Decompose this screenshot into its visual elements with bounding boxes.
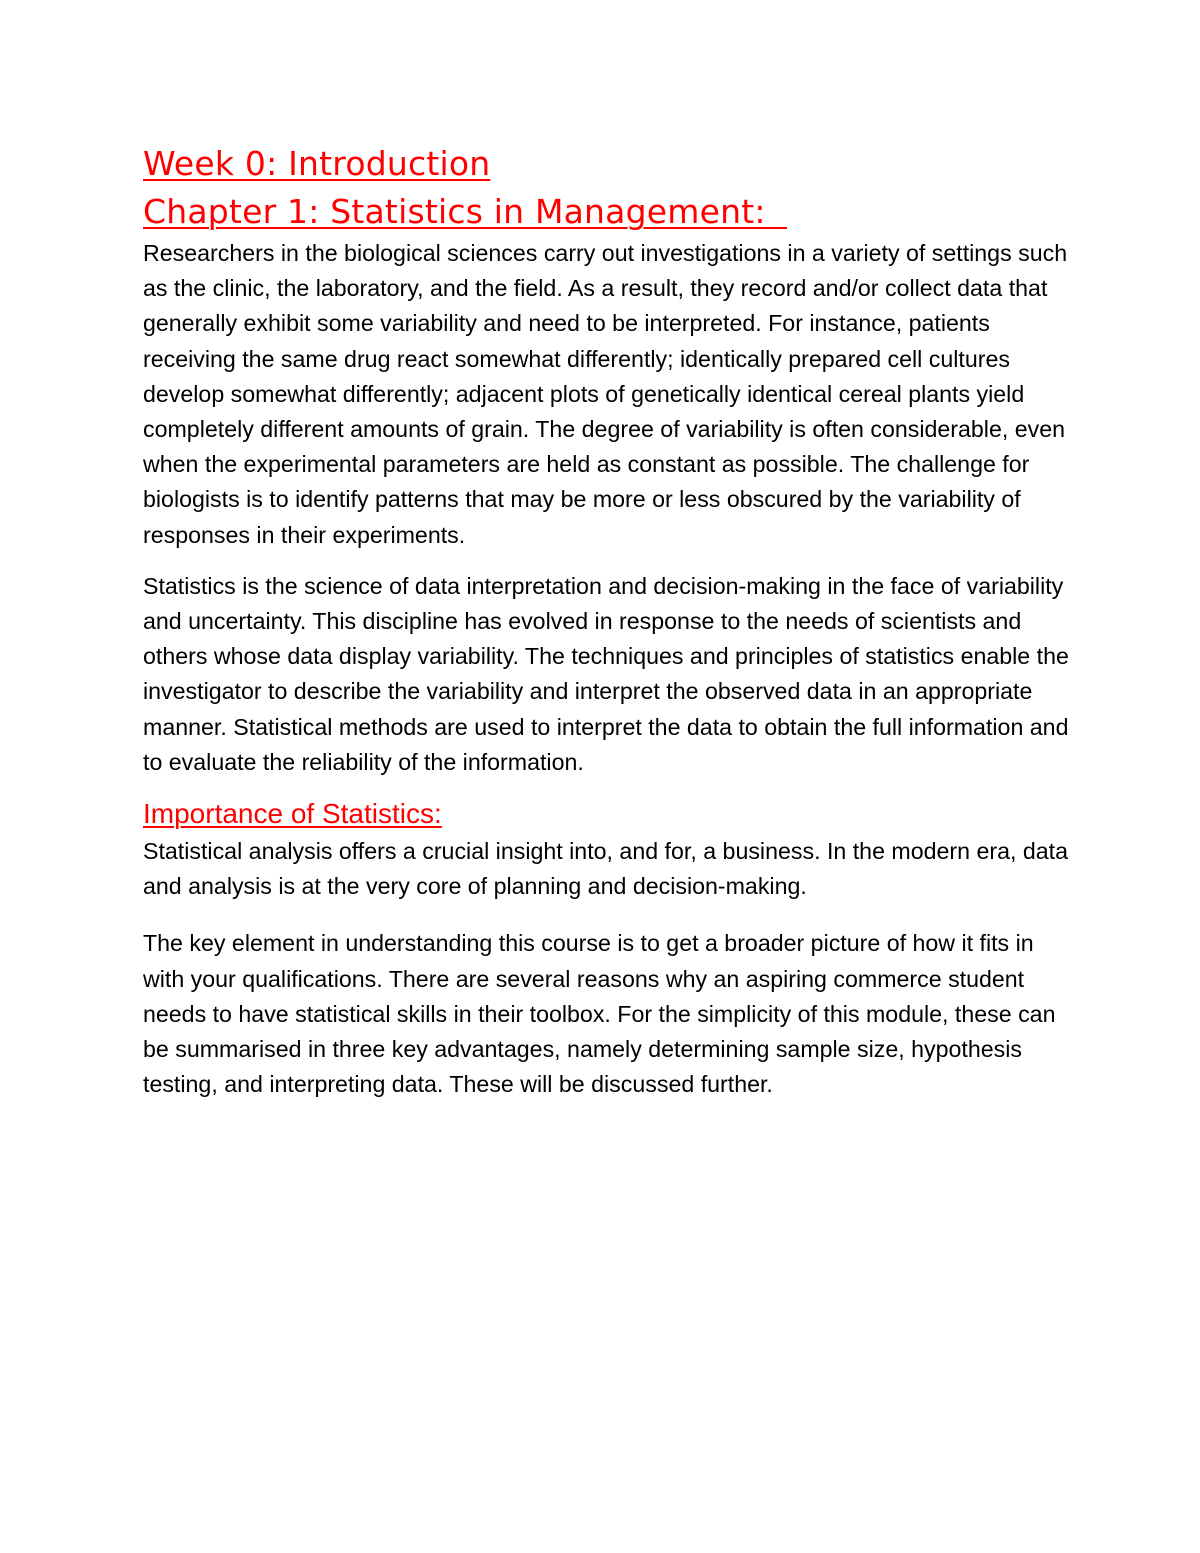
paragraph-statistical-analysis: Statistical analysis offers a crucial insight into, and for, a business. In the modern era, data and analysis is at the very core of planning and decision-making. <box>143 838 1068 900</box>
chapter-heading: Chapter 1: Statistics in Management: <box>143 192 788 231</box>
paragraph-statistics-definition: Statistics is the science of data interpretation and decision-making in the face of variability and uncertainty. This discipline has evolved in response to the needs of scientists and others whose data display variability. The techniques and principles of statistics enable the investigator to describe the variability and interpret the observed data in an appropriate manner. Statistical methods are used to interpret the data to obtain the full information and to evaluate the reliability of the information. <box>143 572 1069 775</box>
paragraph-researchers: Researchers in the biological sciences carry out investigations in a variety of settings such as the clinic, the laboratory, and the field. As a result, they record and/or collect data that generally exhibit some variability and need to be interpreted. For instance, patients receiving the same drug react somewhat differently; identically prepared cell cultures develop somewhat differently; adjacent plots of genetically identical cereal plants yield completely different amounts of grain. The degree of variability is often considerable, even when the experimental parameters are held as constant as possible. The challenge for biologists is to identify patterns that may be more or less obscured by the variability of responses in their experiments. <box>143 240 1068 548</box>
paragraph-key-element: The key element in understanding this course is to get a broader picture of how it fits in with your qualifications. There are several reasons why an aspiring commerce student needs to have statistical skills in their toolbox. For the simplicity of this module, these can be summarised in three key advantages, namely determining sample size, hypothesis testing, and interpreting data. These will be discussed further. <box>143 930 1056 1098</box>
document-body <box>143 140 1073 1102</box>
importance-heading: Importance of Statistics: <box>143 798 442 830</box>
week-heading: Week 0: Introduction <box>143 144 491 183</box>
